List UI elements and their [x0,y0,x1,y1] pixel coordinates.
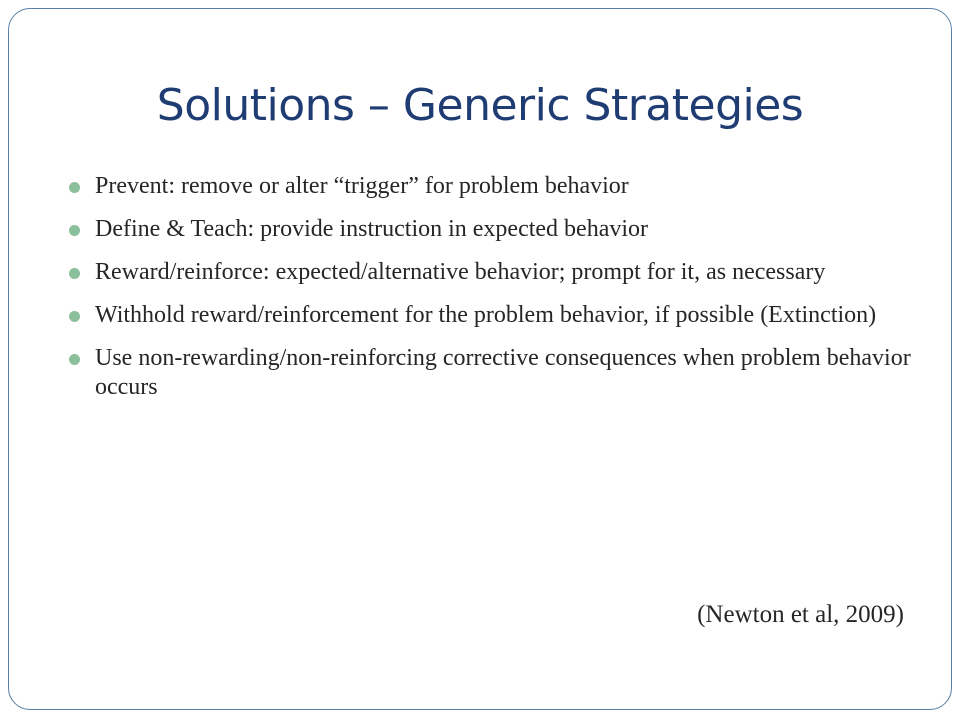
slide-title: Solutions – Generic Strategies [156,80,804,131]
bullet-list [95,172,915,416]
bullet-text: Use non-rewarding/non-reinforcing corrective consequences when problem behavior occurs [95,345,911,400]
bullet-dot-icon [69,311,80,322]
bullet-item-corrective [95,344,915,402]
bullet-item-define-teach [95,215,915,244]
bullet-text: Reward/reinforce: expected/alternative behavior; prompt for it, as necessary [95,259,826,285]
bullet-item-withhold [95,301,915,330]
citation: (Newton et al, 2009) [697,601,904,628]
bullet-dot-icon [69,225,80,236]
bullet-item-reward [95,258,915,287]
bullet-dot-icon [69,268,80,279]
bullet-dot-icon [69,182,80,193]
bullet-text: Define & Teach: provide instruction in expected behavior [95,216,649,242]
bullet-text: Withhold reward/reinforcement for the problem behavior, if possible (Extinction) [95,302,877,328]
bullet-text: Prevent: remove or alter “trigger” for problem behavior [95,173,629,199]
bullet-dot-icon [69,354,80,365]
bullet-item-prevent [95,172,915,201]
